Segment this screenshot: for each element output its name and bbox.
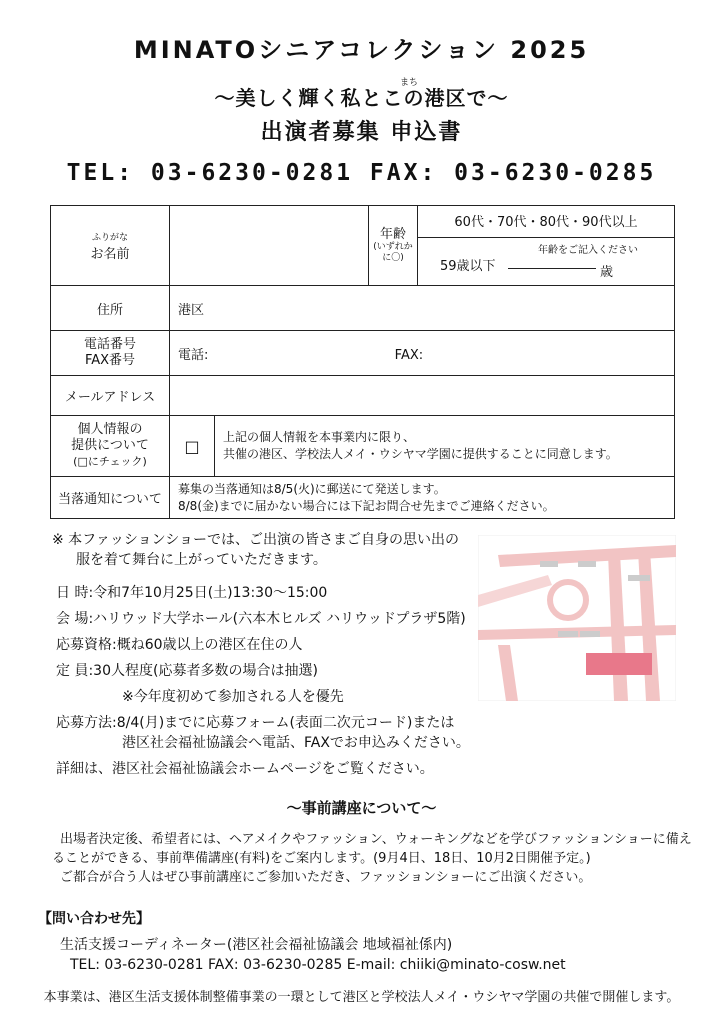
- furigana-machi: まち: [400, 78, 419, 88]
- map-station-marker: [580, 631, 600, 637]
- seminar-text: [52, 830, 700, 887]
- age-option-60plus[interactable]: 60代・70代・80代・90代以上: [418, 208, 674, 238]
- phone-label: 電話番号: [83, 337, 136, 352]
- event-capacity: 定 員:30人程度(応募者多数の場合は抽選): [56, 663, 318, 679]
- name-furigana: ふりがな: [91, 232, 128, 243]
- apply-method-2: 港区社会福祉協議会へ電話、FAXでお申込みください。: [122, 735, 470, 751]
- privacy-label-2: 提供について: [71, 438, 149, 453]
- application-form: [50, 205, 675, 519]
- result-label: 当落通知について: [51, 477, 170, 519]
- age-write-line[interactable]: [508, 268, 596, 269]
- result-notice-cell: [170, 477, 675, 519]
- footer-text: 本事業は、港区生活支援体制整備事業の一環として港区と学校法人メイ・ウシヤマ学園の共催で開催します。: [43, 990, 680, 1005]
- apply-method-1: 応募方法:8/4(月)までに応募フォーム(表面二次元コード)または: [56, 715, 455, 731]
- privacy-consent-text: [215, 416, 675, 476]
- result-line-2: 8/8(金)までに届かない場合には下記お問合せ先までご連絡ください。: [178, 498, 555, 513]
- map-station-marker: [558, 631, 578, 637]
- fax-prefix: FAX:: [394, 347, 424, 363]
- event-venue: 会 場:ハリウッド大学ホール(六本木ヒルズ ハリウッドプラザ5階): [56, 611, 466, 627]
- age-option-under59[interactable]: 59歳以下: [440, 258, 496, 274]
- note-line-2: 服を着て舞台に上がっていただきます。: [76, 552, 327, 568]
- fax-label: FAX番号: [84, 353, 136, 368]
- event-datetime: 日 時:令和7年10月25日(土)13:30〜15:00: [56, 585, 328, 601]
- contact-heading: 【問い合わせ先】: [38, 911, 150, 927]
- privacy-checkbox[interactable]: □: [170, 416, 215, 476]
- address-prefix: 港区: [178, 302, 205, 318]
- age-note: (いずれかに〇): [373, 242, 413, 263]
- map-venue-marker: [586, 653, 652, 675]
- privacy-label-1: 個人情報の: [77, 422, 143, 437]
- age-options-cell: [418, 206, 675, 286]
- address-input-cell[interactable]: [170, 286, 675, 331]
- age-unit: 歳: [600, 264, 614, 280]
- more-info: 詳細は、港区社会福祉協議会ホームページをご覧ください。: [56, 761, 434, 777]
- phone-input-cell[interactable]: [170, 331, 675, 376]
- event-eligibility: 応募資格:概ね60歳以上の港区在住の人: [56, 637, 303, 653]
- venue-map: [478, 535, 676, 701]
- consent-line-1: 上記の個人情報を本事業内に限り、: [223, 430, 416, 444]
- form-title: 出演者募集 申込書: [260, 120, 463, 145]
- age-label: 年齢: [379, 227, 406, 242]
- map-station-marker: [578, 561, 596, 567]
- main-title: MINATOシニアコレクション 2025: [133, 36, 590, 64]
- subtitle: 〜美しく輝く私とこの港区で〜: [214, 86, 509, 110]
- name-label: お名前: [90, 246, 130, 262]
- map-station-marker: [540, 561, 558, 567]
- contact-org: 生活支援コーディネーター(港区社会福祉協議会 地域福祉係内): [60, 937, 453, 953]
- result-line-1: 募集の当落通知は8/5(火)に郵送にて発送します。: [178, 481, 446, 496]
- map-station-marker: [628, 575, 650, 581]
- tel-fax-header: TEL: 03-6230-0281 FAX: 03-6230-0285: [66, 160, 657, 186]
- contact-info: TEL: 03-6230-0281 FAX: 03-6230-0285 E-mail: chiiki@minato-cosw.net: [70, 957, 566, 973]
- seminar-line-1: 出場者決定後、希望者には、ヘアメイクやファッション、ウォーキングなどを学びファッションショーに備え: [60, 832, 692, 847]
- consent-line-2: 共催の港区、学校法人メイ・ウシヤマ学園に提供することに同意します。: [223, 447, 618, 461]
- note-line-1: ※ 本ファッションショーでは、ご出演の皆さまご自身の思い出の: [52, 532, 459, 548]
- seminar-line-3: ご都合が合う人はぜひ事前講座にご参加いただき、ファッションショーにご出演ください。: [60, 870, 592, 885]
- seminar-title: 〜事前講座について〜: [286, 799, 437, 817]
- phone-label-cell: [51, 331, 170, 376]
- name-input-cell[interactable]: [170, 206, 369, 286]
- phone-prefix: 電話:: [178, 347, 209, 363]
- seminar-line-2: ることができる、事前準備講座(有料)をご案内します。(9月4日、18日、10月2日開催予定。): [52, 851, 591, 866]
- age-label-cell: [369, 206, 418, 286]
- address-label: 住所: [51, 286, 170, 331]
- email-label: メールアドレス: [51, 376, 170, 416]
- email-input-cell[interactable]: [170, 376, 675, 416]
- event-priority: ※今年度初めて参加される人を優先: [122, 689, 344, 705]
- age-hint: 年齢をご記入ください: [538, 244, 638, 256]
- privacy-label-3: (□にチェック): [73, 455, 147, 468]
- name-label-cell: [51, 206, 170, 286]
- privacy-label-cell: [51, 416, 170, 477]
